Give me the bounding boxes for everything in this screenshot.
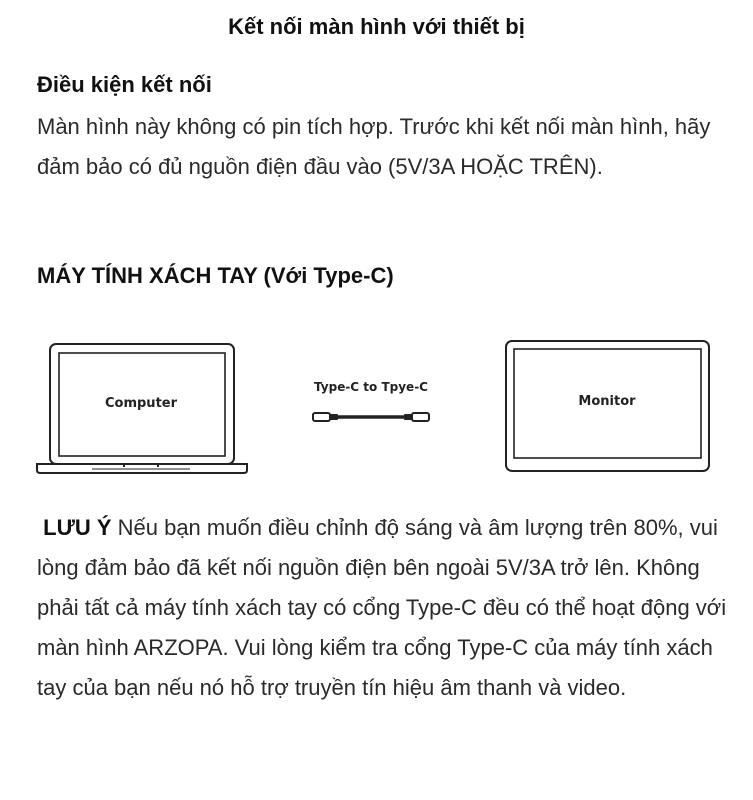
cable-label: Type-C to Tpye-C — [314, 380, 428, 394]
monitor-label: Monitor — [578, 394, 636, 409]
page-title: Kết nối màn hình với thiết bị — [228, 14, 525, 39]
connection-diagram — [0, 330, 753, 480]
note-paragraph — [37, 508, 727, 708]
section-heading-connection-conditions: Điều kiện kết nối — [37, 72, 212, 97]
computer-label: Computer — [104, 396, 178, 411]
connection-conditions-text: Màn hình này không có pin tích hợp. Trước khi kết nối màn hình, hãy đảm bảo có đủ nguồn điện đầu vào (5V/3A HOẶC TRÊN). — [37, 114, 711, 179]
note-text: Nếu bạn muốn điều chỉnh độ sáng và âm lượng trên 80%, vui lòng đảm bảo đã kết nối nguồn điện bên ngoài 5V/3A trở lên. Không phải tất cả máy tính xách tay có cổng Type-C đều có thể hoạt động với màn hình ARZOPA. Vui lòng kiểm tra cổng Type-C của máy tính xách tay của bạn nếu nó hỗ trợ truyền tín hiệu âm thanh và video. — [37, 515, 727, 700]
type-c-cable-illustration — [313, 413, 429, 421]
note-label: LƯU Ý — [43, 515, 112, 540]
section-heading-laptop-type-c: MÁY TÍNH XÁCH TAY (Với Type-C) — [37, 263, 394, 288]
